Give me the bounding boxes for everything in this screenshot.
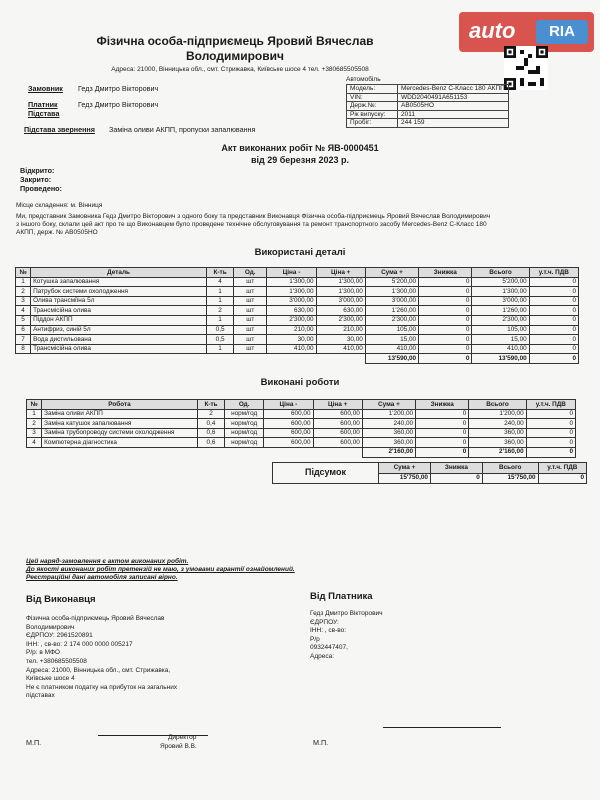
table-cell: Заміна трубопроводу системи охолодження (42, 428, 198, 438)
detail-line: ЄДРПОУ: 2961520891 (26, 632, 93, 640)
table-cell: Вода дистильована (31, 335, 207, 345)
table-cell: 600,00 (264, 409, 313, 419)
status-labels (20, 166, 62, 193)
col-header: Ціна - (267, 268, 316, 278)
table-cell: 1 (207, 287, 234, 297)
works-header-row (27, 400, 576, 410)
done-label: Проведено: (20, 184, 62, 193)
notice-line: До якості виконаних робіт претензій не маю, з умовами гарантії ознайомлений. (26, 566, 295, 573)
table-cell: 210,00 (316, 325, 365, 335)
table-cell: 1'260,00 (365, 306, 418, 316)
parts-title: Використані деталі (254, 247, 346, 258)
summary-value: 0 (538, 473, 586, 484)
table-cell: 240,00 (362, 419, 415, 429)
table-cell: Котушка запалювання (31, 277, 207, 287)
table-cell: 240,00 (469, 419, 526, 429)
table-cell: 600,00 (313, 419, 362, 429)
table-cell: 0 (526, 428, 575, 438)
table-cell: 105,00 (472, 325, 529, 335)
col-header: К-ть (197, 400, 224, 410)
table-cell: шт (234, 315, 267, 325)
table-cell: 0 (419, 325, 472, 335)
detail-line: ЄДРПОУ: (310, 618, 339, 626)
table-row (16, 296, 579, 306)
party-label: Замовник (28, 84, 63, 93)
table-cell: 600,00 (313, 438, 362, 448)
table-cell: 0,4 (197, 419, 224, 429)
table-cell: 6 (16, 325, 31, 335)
table-cell: норм/год (225, 419, 264, 429)
parts-table (15, 267, 579, 364)
table-cell: Піддон АКПП (31, 315, 207, 325)
table-row (16, 344, 579, 354)
table-cell: 3'000,00 (472, 296, 529, 306)
car-value: WDD2040491A651153 (398, 93, 509, 102)
intro-line: Ми, представник Замовника Гедз Дмитро Вікторович з одного боку та представник Виконавця Фізична особа-підприємець Яровий Вячеслав Володимирович (16, 213, 491, 220)
table-cell: 3'000,00 (316, 296, 365, 306)
table-cell: 600,00 (313, 409, 362, 419)
company-address: Адреса: 21000, Вінницька обл., смт. Стрижавка, Київське шосе 4 тел. +380685505508 (111, 66, 369, 73)
col-header: Знижка (430, 463, 482, 474)
party-value: Гедз Дмитро Вікторович (78, 100, 159, 109)
blank-cell (16, 354, 366, 364)
basis-line (24, 125, 255, 134)
table-cell: 0 (419, 277, 472, 287)
table-cell: 0,5 (207, 335, 234, 345)
table-cell: норм/год (225, 409, 264, 419)
table-cell: 0 (529, 325, 578, 335)
car-key: Модель: (347, 85, 398, 94)
table-row (27, 419, 576, 429)
table-cell: шт (234, 335, 267, 345)
table-cell: 4 (16, 306, 31, 316)
detail-line: Адреса: 21000, Вінницька обл., смт. Стрижавка, (26, 666, 171, 674)
payer-stamp-label: М.П. (313, 738, 329, 747)
table-cell: 1 (207, 344, 234, 354)
table-cell: 3'000,00 (365, 296, 418, 306)
table-cell: 360,00 (362, 438, 415, 448)
works-title: Виконані роботи (260, 377, 340, 388)
table-cell: 1'300,00 (472, 287, 529, 297)
table-cell: 15,00 (365, 335, 418, 345)
car-value: Mercedes-Benz C-Класс 180 АКПП (398, 85, 509, 94)
detail-line: Не є платником податку на прибуток на загальних (26, 683, 178, 691)
watermark-ria-text: RIA (536, 20, 588, 44)
col-header: у.т.ч. ПДВ (529, 268, 578, 278)
detail-line: Адреса: (310, 652, 335, 660)
col-header: Робота (42, 400, 198, 410)
car-key: Пробіг: (347, 119, 398, 128)
detail-line: Київське шосе 4 (26, 675, 75, 683)
col-header: Ціна + (316, 268, 365, 278)
table-cell: 1'300,00 (316, 287, 365, 297)
table-cell: 2'300,00 (267, 315, 316, 325)
table-cell: 0 (419, 315, 472, 325)
acceptance-notice (26, 558, 295, 582)
car-key: Держ.№: (347, 102, 398, 111)
col-header: Всього (469, 400, 526, 410)
table-cell: 1'200,00 (362, 409, 415, 419)
table-cell: 0 (416, 409, 469, 419)
col-header: Деталь (31, 268, 207, 278)
table-cell: 1 (207, 296, 234, 306)
parties-block (28, 84, 158, 118)
table-cell: 600,00 (313, 428, 362, 438)
col-header: Всього (472, 268, 529, 278)
table-cell: 210,00 (267, 325, 316, 335)
table-cell: 8 (16, 344, 31, 354)
table-total-row (16, 354, 579, 364)
table-cell: Заміна оливи АКПП (42, 409, 198, 419)
table-cell: 0 (416, 438, 469, 448)
table-cell: 3 (16, 296, 31, 306)
table-cell: 0 (529, 296, 578, 306)
detail-line: тел. +380685505508 (26, 657, 87, 665)
detail-line: Гедз Дмитро Вікторович (310, 610, 383, 617)
table-cell: 2'300,00 (316, 315, 365, 325)
company-name-line2: Володимирович (186, 49, 284, 63)
table-row (27, 409, 576, 419)
detail-line: ІНН: , св-во: (310, 627, 347, 635)
table-cell: 0 (419, 344, 472, 354)
table-cell: 0 (529, 335, 578, 345)
intro-line: АКПП, держ. № АВ0505НО (16, 229, 98, 236)
col-header: у.т.ч. ПДВ (538, 463, 586, 474)
party-value: Гедз Дмитро Вікторович (78, 84, 159, 93)
payer-signature-line (383, 727, 501, 728)
closed-label: Закрито: (20, 175, 52, 184)
table-cell: 360,00 (469, 438, 526, 448)
table-cell: 360,00 (469, 428, 526, 438)
car-info-block (346, 76, 509, 128)
table-cell: 0 (416, 428, 469, 438)
table-cell: 410,00 (365, 344, 418, 354)
car-value: 2011 (398, 110, 509, 119)
table-cell: 1'200,00 (469, 409, 526, 419)
place-line: Місце складення: м. Вінниця (16, 202, 103, 209)
table-cell: 0 (419, 287, 472, 297)
payer-details (310, 610, 510, 662)
table-cell: 5 (16, 315, 31, 325)
total-cell: 0 (419, 354, 472, 364)
col-header: Од. (225, 400, 264, 410)
table-cell: 2 (197, 409, 224, 419)
detail-line: підставах (26, 692, 55, 700)
col-header: К-ть (207, 268, 234, 278)
table-cell: 1'260,00 (472, 306, 529, 316)
detail-line: Р/р (310, 635, 320, 643)
table-cell: 410,00 (472, 344, 529, 354)
table-cell: 1 (27, 409, 42, 419)
executor-name: Яровий В.В. (160, 743, 197, 750)
table-cell: 3 (27, 428, 42, 438)
table-cell: норм/год (225, 438, 264, 448)
basis-value: Заміна оливи АКПП, пропуски запалювання (109, 125, 256, 134)
table-cell: Олива трансміїна 5л (31, 296, 207, 306)
party-label: Платник (28, 100, 58, 109)
table-cell: Заміна катушок запалювання (42, 419, 198, 429)
table-cell: 600,00 (264, 428, 313, 438)
table-cell: 1 (16, 277, 31, 287)
table-row (27, 438, 576, 448)
total-cell: 13'590,00 (472, 354, 529, 364)
table-cell: 0 (529, 306, 578, 316)
table-cell: 600,00 (264, 438, 313, 448)
table-cell: 1'300,00 (316, 277, 365, 287)
table-cell: 4 (27, 438, 42, 448)
blank-cell (27, 447, 363, 457)
table-cell: 600,00 (264, 419, 313, 429)
table-cell: шт (234, 277, 267, 287)
table-cell: 0,6 (197, 438, 224, 448)
col-header: № (16, 268, 31, 278)
detail-line: ІНН: , св-во: 2 174 000 0000 005217 (26, 640, 133, 648)
table-cell: 410,00 (267, 344, 316, 354)
col-header: № (27, 400, 42, 410)
table-cell: 15,00 (472, 335, 529, 345)
table-cell: 1'300,00 (267, 277, 316, 287)
payer-heading: Від Платника (310, 591, 373, 602)
table-cell: 1'300,00 (365, 287, 418, 297)
table-cell: 1'300,00 (267, 287, 316, 297)
table-cell: 0 (526, 409, 575, 419)
party-label: Підстава (28, 109, 60, 118)
col-header: Всього (482, 463, 538, 474)
table-cell: шт (234, 344, 267, 354)
table-row (16, 335, 579, 345)
table-row (16, 287, 579, 297)
table-cell: Трансмісійна олива (31, 344, 207, 354)
detail-line: Фізична особа-підприємець Яровий Вячеслав (26, 615, 165, 622)
table-cell: 0 (529, 287, 578, 297)
act-date: від 29 березня 2023 р. (250, 155, 349, 165)
summary-value: 15'750,00 (482, 473, 538, 484)
table-cell: 4 (207, 277, 234, 287)
notice-line: Реєстраційні дані автомобіля записані вірно. (26, 574, 178, 581)
car-key: Рік випуску: (347, 110, 398, 119)
table-cell: 0 (419, 335, 472, 345)
basis-label: Підстава звернення (24, 125, 95, 134)
col-header: Ціна - (264, 400, 313, 410)
intro-block (16, 202, 586, 237)
table-cell: 410,00 (316, 344, 365, 354)
col-header: Сума + (365, 268, 418, 278)
table-cell: шт (234, 296, 267, 306)
table-cell: шт (234, 306, 267, 316)
table-cell: 0,5 (207, 325, 234, 335)
table-cell: 1 (207, 315, 234, 325)
executor-stamp-label: М.П. (26, 738, 42, 747)
table-cell: Антифриз, синій 5л (31, 325, 207, 335)
intro-line: з іншого боку, склали цей акт про те що Виконавцем було проведене технічне обслуговування та ремонт транспортного засобу Mercedes-Benz C-Класс 180 (16, 221, 487, 228)
table-cell: 0 (416, 419, 469, 429)
table-row (27, 428, 576, 438)
table-cell: 30,00 (267, 335, 316, 345)
col-header: Ціна + (313, 400, 362, 410)
table-cell: шт (234, 325, 267, 335)
total-cell: 0 (529, 354, 578, 364)
car-key: VIN: (347, 93, 398, 102)
table-cell: 2 (27, 419, 42, 429)
total-cell: 13'590,00 (365, 354, 418, 364)
table-cell: 0,6 (197, 428, 224, 438)
table-cell: 2 (16, 287, 31, 297)
table-cell: 360,00 (362, 428, 415, 438)
table-total-row (27, 447, 576, 457)
works-table (26, 399, 576, 458)
table-cell: норм/год (225, 428, 264, 438)
table-cell: 0 (529, 315, 578, 325)
detail-line: 0932447407, (310, 644, 348, 652)
table-cell: 30,00 (316, 335, 365, 345)
qr-code-icon (504, 46, 548, 90)
opened-label: Відкрито: (20, 166, 55, 175)
table-cell: шт (234, 287, 267, 297)
table-row (16, 306, 579, 316)
act-title: Акт виконаних робіт № ЯВ-0000451 (221, 143, 379, 153)
table-cell: 105,00 (365, 325, 418, 335)
table-cell: 630,00 (267, 306, 316, 316)
table-cell: 7 (16, 335, 31, 345)
col-header: Сума + (378, 463, 430, 474)
col-header: Знижка (416, 400, 469, 410)
table-cell: 0 (529, 344, 578, 354)
table-row (16, 315, 579, 325)
car-heading: Автомобіль (346, 76, 381, 83)
executor-heading: Від Виконавця (26, 594, 96, 605)
table-cell: 0 (419, 296, 472, 306)
table-cell: 2'300,00 (365, 315, 418, 325)
total-cell: 0 (526, 447, 575, 457)
table-cell: Трансмісійна олива (31, 306, 207, 316)
col-header: Сума + (362, 400, 415, 410)
watermark-auto-text: auto (469, 18, 516, 43)
notice-line: Цей наряд-замовлення є актом виконаних робіт. (26, 558, 189, 565)
detail-line: Володимирович (26, 623, 75, 631)
table-cell: 0 (529, 277, 578, 287)
executor-details (26, 615, 226, 701)
col-header: Од. (234, 268, 267, 278)
parts-header-row (16, 268, 579, 278)
total-cell: 2'160,00 (362, 447, 415, 457)
table-cell: 0 (419, 306, 472, 316)
table-cell: Патрубок системи охолодження (31, 287, 207, 297)
table-cell: 5'200,00 (472, 277, 529, 287)
summary-label: Підсумок (273, 463, 379, 484)
table-cell: 630,00 (316, 306, 365, 316)
table-cell: 2 (207, 306, 234, 316)
company-name-line1: Фізична особа-підприємець Яровий Вячеслав (96, 34, 374, 48)
summary-value: 0 (430, 473, 482, 484)
car-value: 244 159 (398, 119, 509, 128)
total-cell: 0 (416, 447, 469, 457)
total-cell: 2'160,00 (469, 447, 526, 457)
table-cell: 5'200,00 (365, 277, 418, 287)
summary-table (272, 462, 587, 484)
table-cell: 2'300,00 (472, 315, 529, 325)
executor-position: Директор (168, 734, 197, 741)
col-header: у.т.ч. ПДВ (526, 400, 575, 410)
table-cell: 0 (526, 419, 575, 429)
car-value: АВ0505НО (398, 102, 509, 111)
table-cell: 0 (526, 438, 575, 448)
detail-line: Р/р: в МФО (26, 649, 60, 657)
table-cell: Компютерна діагностика (42, 438, 198, 448)
table-cell: 3'000,00 (267, 296, 316, 306)
table-row (16, 277, 579, 287)
table-row (16, 325, 579, 335)
col-header: Знижка (419, 268, 472, 278)
summary-value: 15'750,00 (378, 473, 430, 484)
